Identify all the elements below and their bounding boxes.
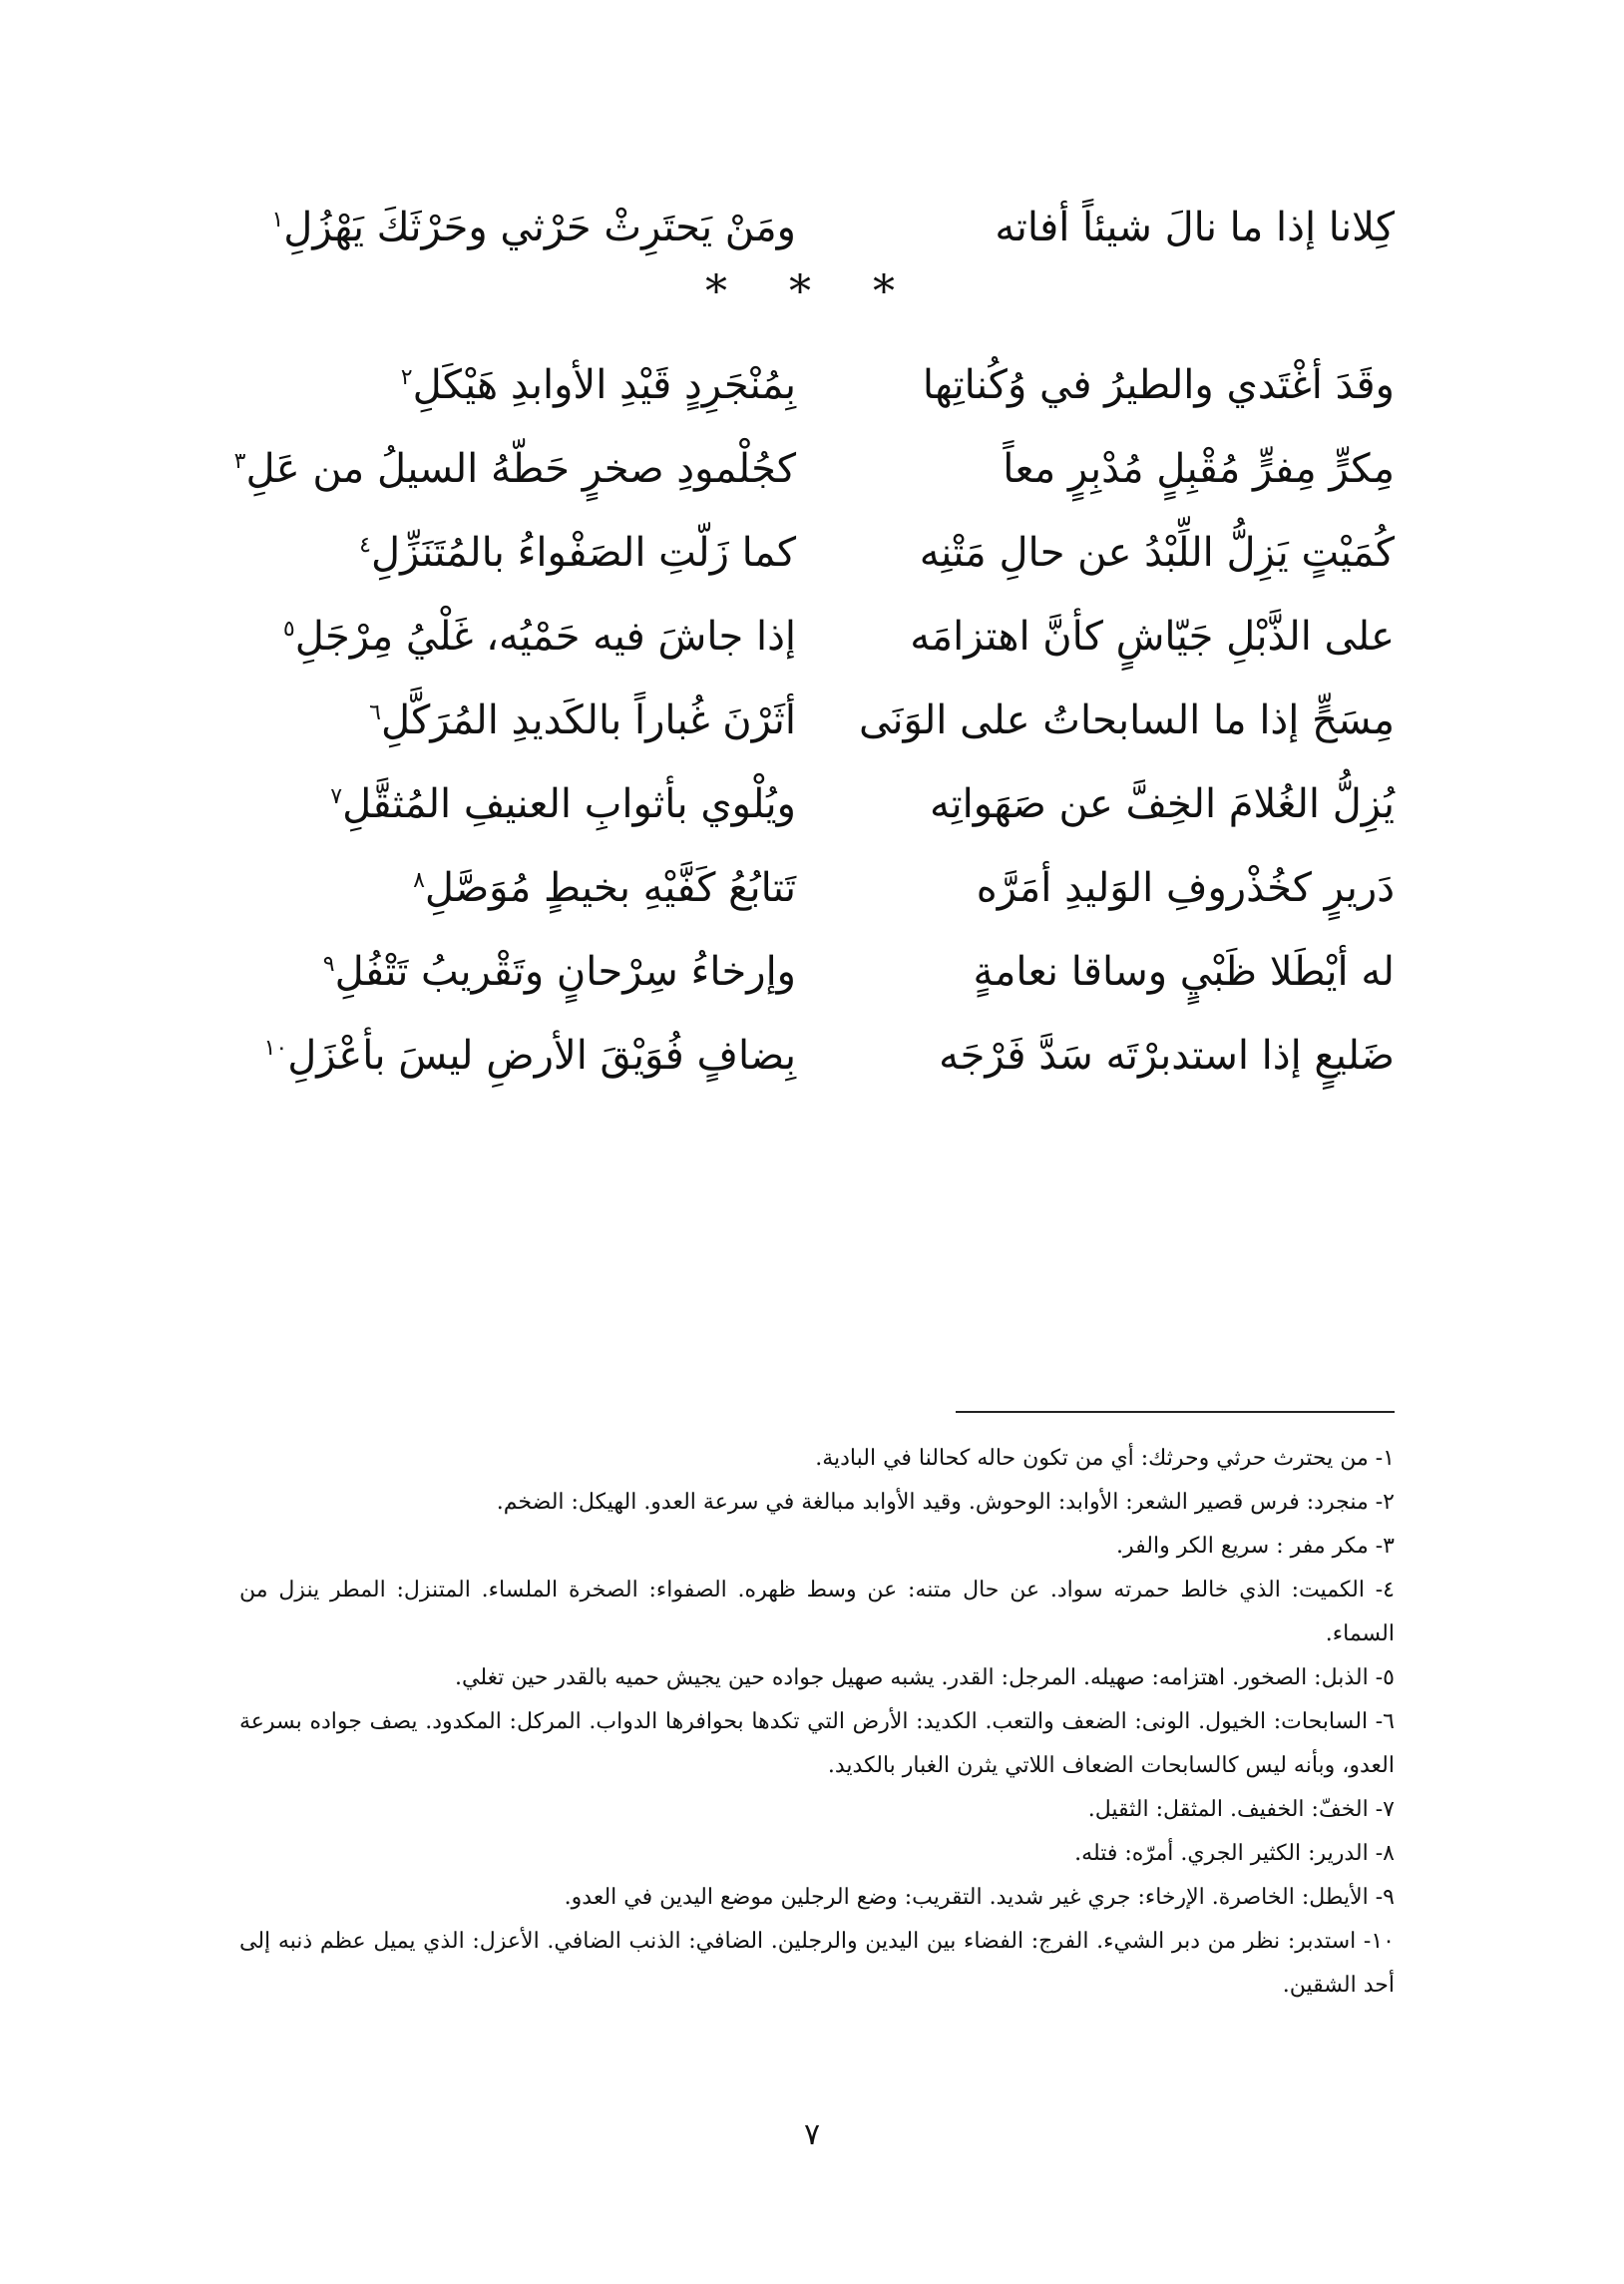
verse-text: وإرخاءُ سِرْحانٍ وتَقْريبُ تَتْفُلِ xyxy=(334,949,796,995)
verse-first-hemistich: كِلانا إذا ما نالَ شيئاً أفاته xyxy=(995,205,1395,250)
footnote: ٨- الدرير: الكثير الجري. أمرّه: فتله. xyxy=(1074,1841,1395,1866)
verse-text: إذا جاشَ فيه حَمْيُه، غَلْيُ مِرْجَلِ xyxy=(294,614,796,660)
verse-row xyxy=(0,188,1624,267)
verse-second-hemistich xyxy=(237,188,796,267)
verse-first-hemistich: له أيْطَلا ظَبْيٍ وساقا نعامةٍ xyxy=(973,949,1395,995)
footnote: ٤- الكميت: الذي خالط حمرته سواد. عن حال متنه: عن وسط ظهره. الصفواء: الصخرة الملساء. المتنزل: المطر ينزل من السماء. xyxy=(239,1578,1395,1646)
footnote-marker: ١٠ xyxy=(263,1035,288,1061)
footnote: ٣- مكر مفر : سريع الكر والفر. xyxy=(1116,1534,1395,1559)
page-number: ٧ xyxy=(803,2117,821,2152)
footnote-marker: ٢ xyxy=(400,364,413,390)
footnote-marker: ٣ xyxy=(233,448,246,474)
verse-first-hemistich: على الذَّبْلِ جَيّاشٍ كأنَّ اهتزامَه xyxy=(910,614,1395,660)
footnote-marker: ٨ xyxy=(413,867,425,893)
verse-second-hemistich xyxy=(237,848,796,928)
verse-text: ومَنْ يَحتَرِثْ حَرْثي وحَرْثَكَ يَهْزُلِ xyxy=(283,205,796,250)
footnote: ٢- منجرد: فرس قصير الشعر: الأوابد: الوحوش. وقيد الأوابد مبالغة في سرعة العدو. الهيكل: الضخم. xyxy=(496,1490,1395,1515)
verse-row xyxy=(0,345,1624,425)
verse-text: كما زَلّتِ الصَفْواءُ بالمُتَنَزِّلِ xyxy=(371,530,796,576)
verse-second-hemistich xyxy=(237,932,796,1012)
verse-second-hemistich xyxy=(237,345,796,425)
verse-second-hemistich xyxy=(233,429,796,509)
verse-text: أثَرْنَ غُباراً بالكَديدِ المُرَكَّلِ xyxy=(381,697,796,743)
verse-row xyxy=(0,513,1624,593)
footnote: ٥- الذبل: الصخور. اهتزامه: صهيله. المرجل: القدر. يشبه صهيل جواده حين يجيش حميه بالقدر حين تغلي. xyxy=(455,1665,1395,1690)
verse-second-hemistich xyxy=(237,1016,796,1096)
footnote: ٩- الأيطل: الخاصرة. الإرخاء: جري غير شديد. التقريب: وضع الرجلين موضع اليدين في العدو. xyxy=(564,1885,1395,1910)
verse-text: ويُلْوي بأثوابِ العنيفِ المُثقَّلِ xyxy=(342,781,796,827)
verse-text: بِمُنْجَرِدٍ قَيْدِ الأوابدِ هَيْكَلِ xyxy=(412,362,796,408)
verse-row xyxy=(0,597,1624,677)
verse-first-hemistich: يُزِلُّ الغُلامَ الخِفَّ عن صَهَواتِه xyxy=(930,781,1395,827)
footnote-marker: ٩ xyxy=(322,951,335,977)
footnote-divider xyxy=(956,1411,1395,1413)
verse-first-hemistich: مِسَحٍّ إذا ما السابحاتُ على الوَنَى xyxy=(858,697,1395,743)
verse-first-hemistich: ضَليعٍ إذا استدبرْتَه سَدَّ فَرْجَه xyxy=(939,1033,1395,1079)
footnote: ١- من يحترث حرثي وحرثك: أي من تكون حاله كحالنا في البادية. xyxy=(815,1446,1395,1471)
verse-first-hemistich: وقَدَ أغْتَدي والطيرُ في وُكُناتِها xyxy=(922,362,1395,408)
stanza-separator: * * * xyxy=(705,266,919,317)
verse-text: تَتابُعُ كَفَّيْهِ بخيطٍ مُوَصَّلِ xyxy=(424,865,796,911)
verse-second-hemistich xyxy=(237,597,796,677)
verse-row xyxy=(0,848,1624,928)
footnote-marker: ٤ xyxy=(359,532,371,558)
verse-first-hemistich: مِكرٍّ مِفرٍّ مُقْبِلٍ مُدْبِرٍ معاً xyxy=(1003,446,1395,492)
verse-row xyxy=(0,429,1624,509)
footnotes xyxy=(239,1437,1395,2008)
verse-text: كجُلْمودِ صخرٍ حَطّهُ السيلُ من عَلِ xyxy=(245,446,796,492)
footnote: ٦- السابحات: الخيول. الونى: الضعف والتعب. الكديد: الأرض التي تكدها بحوافرها الدواب. المركل: المكدود. يصف جواده بسرعة العدو، وبأنه ليس كالسابحات الضعاف اللاتي يثرن الغبار بالكديد. xyxy=(239,1709,1395,1778)
verse-row xyxy=(0,932,1624,1012)
verse-text: بِضافٍ فُوَيْقَ الأرضِ ليسَ بأعْزَلِ xyxy=(287,1033,796,1079)
verse-row xyxy=(0,1016,1624,1096)
footnote-marker: ١ xyxy=(271,207,284,232)
verse-second-hemistich xyxy=(237,513,796,593)
footnote-marker: ٧ xyxy=(330,783,343,809)
footnote-marker: ٦ xyxy=(369,699,381,725)
verse-row xyxy=(0,764,1624,844)
verse-second-hemistich xyxy=(237,764,796,844)
footnote-marker: ٥ xyxy=(282,616,295,642)
verse-first-hemistich: دَريرٍ كخُذْروفِ الوَليدِ أمَرَّه xyxy=(976,865,1395,911)
verse-second-hemistich xyxy=(237,681,796,760)
verse-first-hemistich: كُمَيْتٍ يَزِلُّ اللِّبْدُ عن حالِ مَتْنِه xyxy=(919,530,1395,576)
footnote: ٧- الخفّ: الخفيف. المثقل: الثقيل. xyxy=(1087,1797,1395,1822)
verse-row xyxy=(0,681,1624,760)
footnote: ١٠- استدبر: نظر من دبر الشيء. الفرج: الفضاء بين اليدين والرجلين. الضافي: الذنب الضافي. الأعزل: الذي يميل عظم ذنبه إلى أحد الشقين. xyxy=(239,1929,1395,1998)
